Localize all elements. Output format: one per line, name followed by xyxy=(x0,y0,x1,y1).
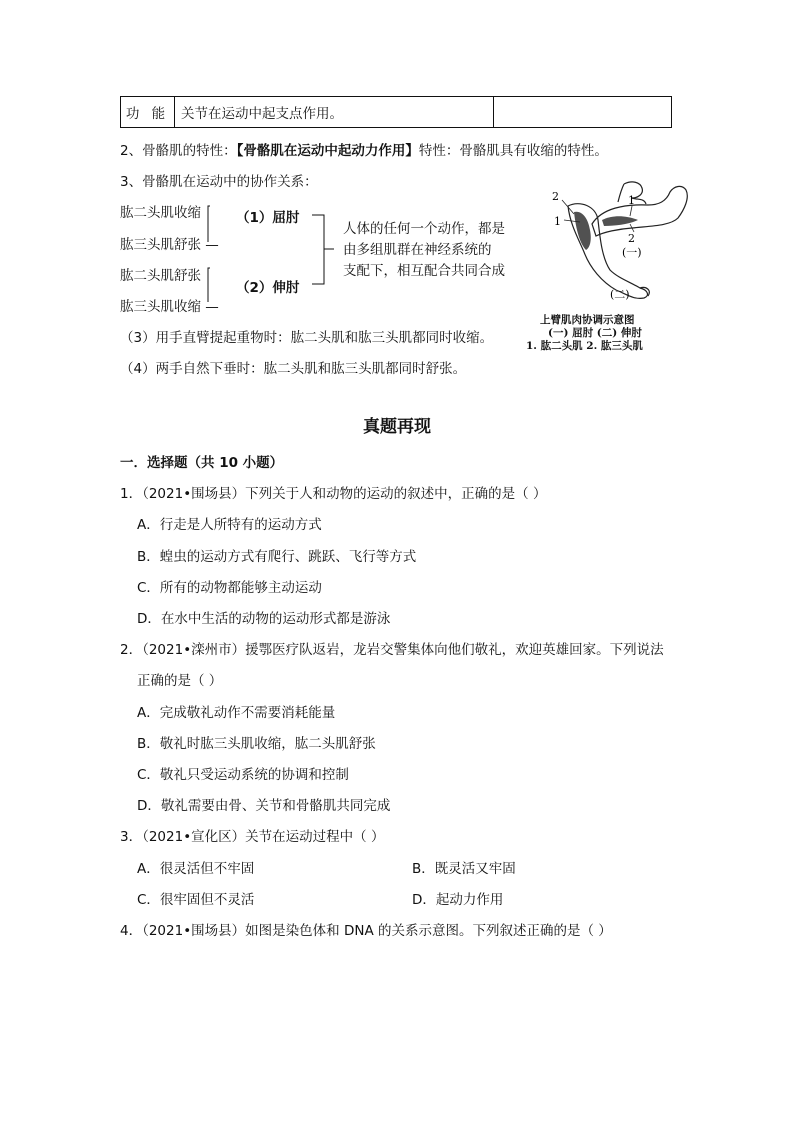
point-2-bracket: 【骨骼肌在运动中起动力作用】 xyxy=(236,143,419,159)
diagram-label-one: (一) xyxy=(622,246,642,259)
question-4-stem: 4．（2021•围场县）如图是染色体和 DNA 的关系示意图。下列叙述正确的是（ ） xyxy=(120,923,612,939)
question-1-option-c: C．所有的动物都能够主动运动 xyxy=(137,580,322,596)
question-2-option-d: D．敬礼需要由骨、关节和骨骼肌共同完成 xyxy=(137,798,391,814)
muscle-row-1: 肱二头肌收缩 xyxy=(120,205,201,221)
point-2 xyxy=(120,139,608,159)
question-1-option-d: D．在水中生活的动物的运动形式都是游泳 xyxy=(137,611,391,627)
explain-text xyxy=(343,219,505,282)
question-2-stem-line-2: 正确的是（ ） xyxy=(137,673,223,689)
point-2-suffix: 特性：骨骼肌具有收缩的特性。 xyxy=(418,143,608,159)
diagram-caption-3: 1. 肱二头肌 2. 肱三头肌 xyxy=(526,340,643,352)
question-1-option-a: A．行走是人所特有的运动方式 xyxy=(137,517,322,533)
question-3-stem: 3．（2021•宣化区）关节在运动过程中（ ） xyxy=(120,829,385,845)
subsection-title: 一．选择题（共 10 小题） xyxy=(120,455,284,471)
muscle-row-4: 肱三头肌收缩 — xyxy=(120,299,219,315)
question-3-option-a: A．很灵活但不牢固 xyxy=(137,861,255,877)
diagram-num-1: 1 xyxy=(554,215,561,228)
question-3-option-d: D．起动力作用 xyxy=(412,892,504,908)
question-3-option-c: C．很牢固但不灵活 xyxy=(137,892,255,908)
table-label: 功 能 xyxy=(121,97,175,127)
explain-line: 人体的任何一个动作，都是 xyxy=(343,221,505,237)
diagram-label-two: (二) xyxy=(610,288,630,301)
diagram-num-2: 2 xyxy=(552,190,559,203)
question-2-stem: 2．（2021•滦州市）援鄂医疗队返岩，龙岩交警集体向他们敬礼，欢迎英雄回家。下列说法 xyxy=(120,642,664,658)
flex-label: （1）屈肘 xyxy=(236,210,300,226)
diagram-caption-2: (一) 屈肘 (二) 伸肘 xyxy=(548,327,642,339)
section-title: 真题再现 xyxy=(363,417,431,437)
muscle-row-3: 肱二头肌舒张 xyxy=(120,268,201,284)
diagram-num-2b: 2 xyxy=(628,232,635,245)
question-3-option-b: B．既灵活又牢固 xyxy=(412,861,516,877)
question-2-option-c: C．敬礼只受运动系统的协调和控制 xyxy=(137,767,349,783)
explain-line: 支配下，相互配合共同合成 xyxy=(343,263,505,279)
arm-muscle-diagram xyxy=(540,178,700,308)
question-2-option-b: B．敬礼时肱三头肌收缩，肱二头肌舒张 xyxy=(137,736,376,752)
diagram-num-1b: 1 xyxy=(628,194,635,207)
table-content: 关节在运动中起支点作用。 xyxy=(175,97,494,127)
point-3-4: （4）两手自然下垂时：肱二头肌和肱三头肌都同时舒张。 xyxy=(120,361,467,377)
explain-line: 由多组肌群在神经系统的 xyxy=(343,242,492,258)
question-1-stem: 1．（2021•围场县）下列关于人和动物的运动的叙述中，正确的是（ ） xyxy=(120,486,547,502)
point-2-prefix: 2、骨骼肌的特性： xyxy=(120,143,237,159)
muscle-row-2: 肱三头肌舒张 — xyxy=(120,237,219,253)
extend-label: （2）伸肘 xyxy=(236,280,300,296)
diagram-caption-1: 上臂肌肉协调示意图 xyxy=(540,314,635,326)
question-2-option-a: A．完成敬礼动作不需要消耗能量 xyxy=(137,705,336,721)
point-3-3: （3）用手直臂提起重物时：肱二头肌和肱三头肌都同时收缩。 xyxy=(120,330,494,346)
table-empty-cell xyxy=(494,97,671,127)
question-1-option-b: B．蝗虫的运动方式有爬行、跳跃、飞行等方式 xyxy=(137,549,417,565)
function-table xyxy=(120,96,672,128)
point-3: 3、骨骼肌在运动中的协作关系： xyxy=(120,174,318,190)
